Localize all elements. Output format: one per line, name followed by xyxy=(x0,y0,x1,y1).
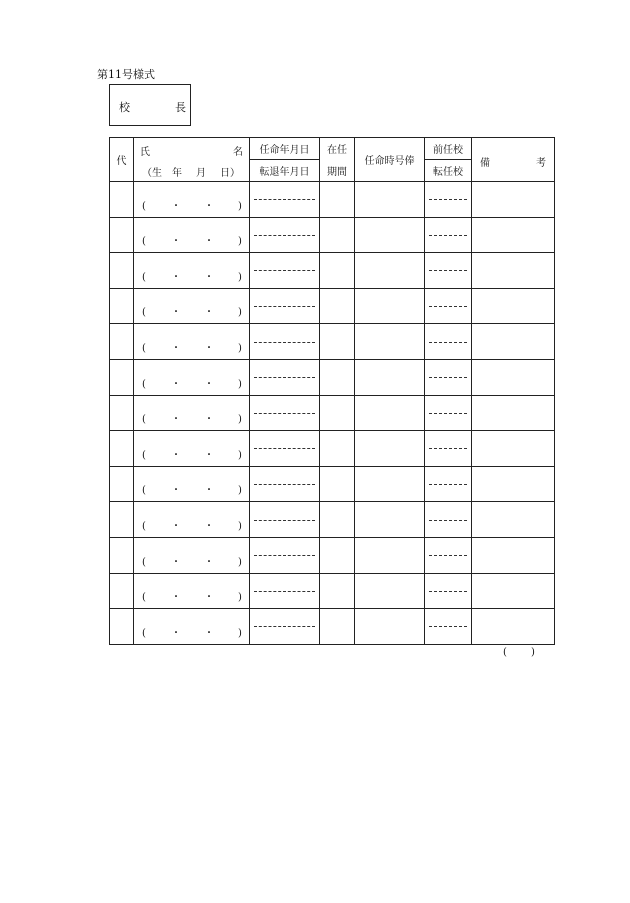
cell-schools[interactable] xyxy=(425,359,472,395)
table-row xyxy=(110,324,555,360)
birth-dot-2: ・ xyxy=(204,556,214,568)
birth-open-paren: ( xyxy=(142,342,146,354)
date-divider xyxy=(254,591,315,592)
cell-name-birth[interactable] xyxy=(134,288,250,324)
birth-dot-1: ・ xyxy=(171,414,181,426)
cell-name-birth[interactable] xyxy=(134,502,250,538)
birth-dot-1: ・ xyxy=(171,449,181,461)
table-row xyxy=(110,359,555,395)
table-row xyxy=(110,288,555,324)
cell-remarks[interactable] xyxy=(472,288,555,324)
birth-close-paren: ) xyxy=(238,236,242,248)
cell-remarks[interactable] xyxy=(472,573,555,609)
cell-remarks[interactable] xyxy=(472,324,555,360)
cell-dai[interactable] xyxy=(110,431,134,467)
cell-schools[interactable] xyxy=(425,395,472,431)
birth-close-paren: ) xyxy=(238,592,242,604)
cell-dates[interactable] xyxy=(250,466,320,502)
cell-dai[interactable] xyxy=(110,537,134,573)
cell-dates[interactable] xyxy=(250,182,320,218)
birth-close-paren: ) xyxy=(238,449,242,461)
header-birth-month: 月 xyxy=(196,168,206,179)
cell-salary[interactable] xyxy=(355,395,425,431)
form-number: 第11号様式 xyxy=(97,68,155,81)
cell-name-birth[interactable] xyxy=(134,395,250,431)
header-remarks-left: 備 xyxy=(480,158,490,169)
cell-dai[interactable] xyxy=(110,288,134,324)
title-char-2: 長 xyxy=(175,101,186,114)
cell-tenure[interactable] xyxy=(320,609,355,645)
table-row xyxy=(110,253,555,289)
cell-dai[interactable] xyxy=(110,395,134,431)
cell-name-birth[interactable] xyxy=(134,253,250,289)
cell-schools[interactable] xyxy=(425,324,472,360)
header-remarks-right: 考 xyxy=(536,158,546,169)
birth-dot-2: ・ xyxy=(204,449,214,461)
cell-schools[interactable] xyxy=(425,431,472,467)
birth-dot-1: ・ xyxy=(171,485,181,497)
date-divider xyxy=(254,199,315,200)
cell-remarks[interactable] xyxy=(472,359,555,395)
cell-remarks[interactable] xyxy=(472,253,555,289)
cell-tenure[interactable] xyxy=(320,253,355,289)
cell-dates[interactable] xyxy=(250,324,320,360)
cell-dates[interactable] xyxy=(250,609,320,645)
cell-tenure[interactable] xyxy=(320,359,355,395)
birth-close-paren: ) xyxy=(238,307,242,319)
birth-dot-2: ・ xyxy=(204,592,214,604)
birth-open-paren: ( xyxy=(142,485,146,497)
cell-salary[interactable] xyxy=(355,324,425,360)
header-tenure-top: 在任 xyxy=(320,138,355,160)
cell-dai[interactable] xyxy=(110,217,134,253)
cell-schools[interactable] xyxy=(425,502,472,538)
cell-dai[interactable] xyxy=(110,324,134,360)
birth-dot-2: ・ xyxy=(204,271,214,283)
cell-dai[interactable] xyxy=(110,359,134,395)
header-appoint-date: 任命年月日 xyxy=(250,138,320,160)
school-divider xyxy=(429,235,467,236)
principal-title-box xyxy=(109,84,191,126)
school-divider xyxy=(429,306,467,307)
birth-dot-2: ・ xyxy=(204,378,214,390)
cell-salary[interactable] xyxy=(355,359,425,395)
header-birth-year: 年 xyxy=(172,168,182,179)
table-row xyxy=(110,466,555,502)
birth-dot-2: ・ xyxy=(204,236,214,248)
title-char-1: 校 xyxy=(119,101,130,114)
principal-register-table xyxy=(109,137,555,645)
cell-dates[interactable] xyxy=(250,395,320,431)
school-divider xyxy=(429,591,467,592)
birth-close-paren: ) xyxy=(238,200,242,212)
header-next-school: 転任校 xyxy=(425,160,472,182)
birth-close-paren: ) xyxy=(238,627,242,639)
birth-close-paren: ) xyxy=(238,485,242,497)
date-divider xyxy=(254,235,315,236)
cell-name-birth[interactable] xyxy=(134,573,250,609)
cell-dai[interactable] xyxy=(110,182,134,218)
cell-tenure[interactable] xyxy=(320,395,355,431)
cell-dates[interactable] xyxy=(250,217,320,253)
birth-dot-1: ・ xyxy=(171,200,181,212)
date-divider xyxy=(254,555,315,556)
cell-dates[interactable] xyxy=(250,253,320,289)
birth-dot-2: ・ xyxy=(204,307,214,319)
birth-open-paren: ( xyxy=(142,236,146,248)
cell-remarks[interactable] xyxy=(472,609,555,645)
cell-name-birth[interactable] xyxy=(134,431,250,467)
birth-dot-2: ・ xyxy=(204,414,214,426)
header-name-birth xyxy=(134,138,250,182)
table-row xyxy=(110,502,555,538)
header-birth-open: （生 xyxy=(142,168,162,179)
header-leave-date: 転退年月日 xyxy=(250,160,320,182)
school-divider xyxy=(429,520,467,521)
date-divider xyxy=(254,306,315,307)
birth-dot-2: ・ xyxy=(204,520,214,532)
cell-tenure[interactable] xyxy=(320,502,355,538)
birth-close-paren: ) xyxy=(238,414,242,426)
school-divider xyxy=(429,484,467,485)
birth-dot-1: ・ xyxy=(171,592,181,604)
birth-dot-1: ・ xyxy=(171,236,181,248)
birth-open-paren: ( xyxy=(142,200,146,212)
birth-dot-1: ・ xyxy=(171,627,181,639)
cell-schools[interactable] xyxy=(425,288,472,324)
cell-schools[interactable] xyxy=(425,609,472,645)
table-row xyxy=(110,182,555,218)
birth-open-paren: ( xyxy=(142,627,146,639)
page-note-close: ) xyxy=(531,647,535,658)
table-row xyxy=(110,431,555,467)
cell-dates[interactable] xyxy=(250,537,320,573)
birth-close-paren: ) xyxy=(238,378,242,390)
cell-name-birth[interactable] xyxy=(134,217,250,253)
cell-dai[interactable] xyxy=(110,253,134,289)
cell-remarks[interactable] xyxy=(472,395,555,431)
birth-dot-1: ・ xyxy=(171,307,181,319)
birth-dot-1: ・ xyxy=(171,378,181,390)
date-divider xyxy=(254,520,315,521)
school-divider xyxy=(429,270,467,271)
cell-salary[interactable] xyxy=(355,431,425,467)
cell-dates[interactable] xyxy=(250,573,320,609)
cell-schools[interactable] xyxy=(425,466,472,502)
cell-salary[interactable] xyxy=(355,288,425,324)
cell-dates[interactable] xyxy=(250,359,320,395)
cell-tenure[interactable] xyxy=(320,537,355,573)
cell-tenure[interactable] xyxy=(320,182,355,218)
cell-dates[interactable] xyxy=(250,502,320,538)
school-divider xyxy=(429,199,467,200)
cell-dai[interactable] xyxy=(110,573,134,609)
birth-close-paren: ) xyxy=(238,271,242,283)
birth-dot-1: ・ xyxy=(171,556,181,568)
cell-dai[interactable] xyxy=(110,609,134,645)
date-divider xyxy=(254,413,315,414)
birth-dot-1: ・ xyxy=(171,342,181,354)
header-prev-school: 前任校 xyxy=(425,138,472,160)
cell-schools[interactable] xyxy=(425,573,472,609)
birth-close-paren: ) xyxy=(238,520,242,532)
birth-open-paren: ( xyxy=(142,378,146,390)
cell-salary[interactable] xyxy=(355,502,425,538)
cell-tenure[interactable] xyxy=(320,324,355,360)
birth-dot-1: ・ xyxy=(171,520,181,532)
birth-dot-2: ・ xyxy=(204,485,214,497)
cell-dates[interactable] xyxy=(250,431,320,467)
school-divider xyxy=(429,626,467,627)
header-birth-day: 日） xyxy=(220,168,240,179)
school-divider xyxy=(429,555,467,556)
header-dai: 代 xyxy=(110,138,134,182)
page-note-open: ( xyxy=(503,647,507,658)
cell-dai[interactable] xyxy=(110,502,134,538)
date-divider xyxy=(254,484,315,485)
birth-dot-2: ・ xyxy=(204,342,214,354)
birth-dot-1: ・ xyxy=(171,271,181,283)
cell-salary[interactable] xyxy=(355,537,425,573)
cell-salary[interactable] xyxy=(355,253,425,289)
school-divider xyxy=(429,377,467,378)
birth-dot-2: ・ xyxy=(204,627,214,639)
header-name-right: 名 xyxy=(233,147,243,158)
birth-open-paren: ( xyxy=(142,271,146,283)
birth-open-paren: ( xyxy=(142,449,146,461)
header-tenure-bottom: 期間 xyxy=(320,160,355,182)
cell-salary[interactable] xyxy=(355,573,425,609)
table-row xyxy=(110,217,555,253)
cell-salary[interactable] xyxy=(355,182,425,218)
cell-remarks[interactable] xyxy=(472,502,555,538)
cell-salary[interactable] xyxy=(355,609,425,645)
cell-name-birth[interactable] xyxy=(134,537,250,573)
date-divider xyxy=(254,448,315,449)
cell-salary[interactable] xyxy=(355,466,425,502)
birth-open-paren: ( xyxy=(142,592,146,604)
school-divider xyxy=(429,448,467,449)
cell-name-birth[interactable] xyxy=(134,359,250,395)
date-divider xyxy=(254,626,315,627)
cell-name-birth[interactable] xyxy=(134,182,250,218)
table-row xyxy=(110,573,555,609)
cell-schools[interactable] xyxy=(425,537,472,573)
cell-tenure[interactable] xyxy=(320,466,355,502)
cell-tenure[interactable] xyxy=(320,573,355,609)
cell-schools[interactable] xyxy=(425,182,472,218)
header-remarks xyxy=(472,138,555,182)
header-name-left: 氏 xyxy=(140,147,150,158)
birth-open-paren: ( xyxy=(142,414,146,426)
date-divider xyxy=(254,270,315,271)
cell-tenure[interactable] xyxy=(320,431,355,467)
school-divider xyxy=(429,342,467,343)
birth-open-paren: ( xyxy=(142,556,146,568)
cell-remarks[interactable] xyxy=(472,182,555,218)
birth-open-paren: ( xyxy=(142,520,146,532)
cell-dates[interactable] xyxy=(250,288,320,324)
table-row xyxy=(110,537,555,573)
date-divider xyxy=(254,377,315,378)
cell-tenure[interactable] xyxy=(320,288,355,324)
cell-name-birth[interactable] xyxy=(134,609,250,645)
cell-remarks[interactable] xyxy=(472,537,555,573)
cell-salary[interactable] xyxy=(355,217,425,253)
table-row xyxy=(110,395,555,431)
cell-remarks[interactable] xyxy=(472,431,555,467)
cell-name-birth[interactable] xyxy=(134,324,250,360)
birth-close-paren: ) xyxy=(238,342,242,354)
birth-close-paren: ) xyxy=(238,556,242,568)
birth-dot-2: ・ xyxy=(204,200,214,212)
cell-schools[interactable] xyxy=(425,253,472,289)
date-divider xyxy=(254,342,315,343)
birth-open-paren: ( xyxy=(142,307,146,319)
table-row xyxy=(110,609,555,645)
cell-tenure[interactable] xyxy=(320,217,355,253)
cell-dai[interactable] xyxy=(110,466,134,502)
header-salary: 任命時号俸 xyxy=(355,138,425,182)
school-divider xyxy=(429,413,467,414)
cell-schools[interactable] xyxy=(425,217,472,253)
cell-name-birth[interactable] xyxy=(134,466,250,502)
cell-remarks[interactable] xyxy=(472,466,555,502)
cell-remarks[interactable] xyxy=(472,217,555,253)
